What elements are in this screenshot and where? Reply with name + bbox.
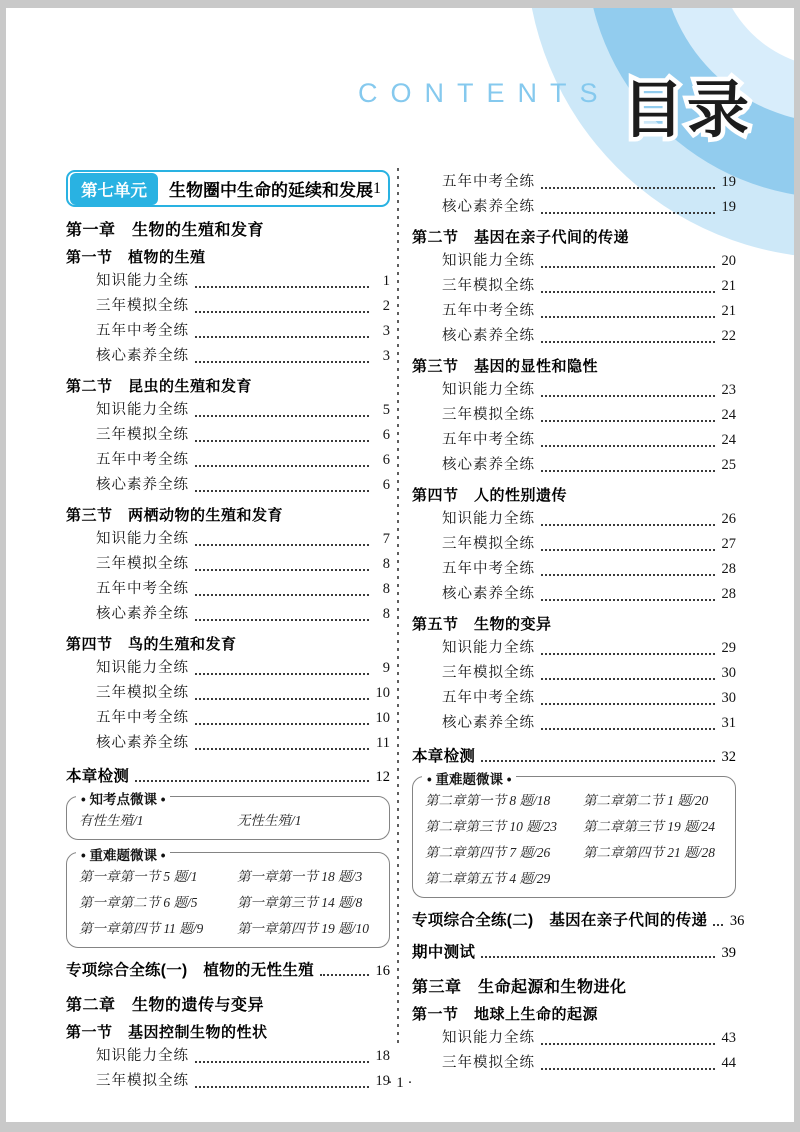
- toc-entry: [412, 324, 736, 349]
- dot-leader: [541, 574, 715, 576]
- toc-entry: [66, 681, 390, 706]
- entry-label: 三年模拟全练: [96, 298, 189, 314]
- toc-entry: [66, 1044, 390, 1069]
- box-item: 第一章第四节 11 题/9: [79, 921, 204, 936]
- toc-entry: [412, 378, 736, 403]
- entry-label: 知识能力全练: [96, 402, 189, 418]
- toc-line-label: 期中测试: [412, 944, 476, 961]
- section-heading: 第四节 人的性别遗传: [412, 487, 568, 504]
- dot-leader: [541, 470, 715, 472]
- box-item: 第一章第一节 18 题/3: [236, 869, 363, 884]
- box-content: [425, 788, 723, 892]
- dot-leader: [195, 619, 369, 621]
- entry-page-number: 16: [375, 963, 390, 979]
- entry-page-number: 26: [721, 511, 736, 527]
- entry-label: 三年模拟全练: [442, 1055, 535, 1071]
- entry-label: 核心素养全练: [442, 715, 535, 731]
- section-heading: 第二节 昆虫的生殖和发育: [66, 378, 253, 395]
- entry-label: 核心素养全练: [96, 606, 189, 622]
- dot-leader: [195, 748, 369, 750]
- section-heading: 第五节 生物的变异: [412, 616, 552, 633]
- entry-page-number: 21: [721, 303, 736, 319]
- dot-leader: [195, 594, 369, 596]
- box-item: 第二章第四节 21 题/28: [582, 845, 715, 860]
- dot-leader: [541, 266, 715, 268]
- entry-label: 三年模拟全练: [442, 665, 535, 681]
- dot-leader: [195, 415, 369, 417]
- toc-line-label: 专项综合全练(二) 基因在亲子代间的传递: [412, 912, 708, 929]
- toc-entry: [66, 552, 390, 577]
- entry-page-number: 6: [382, 427, 390, 443]
- dot-leader: [195, 569, 369, 571]
- entry-label: 三年模拟全练: [96, 556, 189, 572]
- toc-entry: [412, 1026, 736, 1051]
- entry-page-number: 2: [382, 298, 390, 314]
- entry-page-number: 7: [382, 531, 390, 547]
- entry-label: 三年模拟全练: [442, 278, 535, 294]
- section-heading: 第一节 植物的生殖: [66, 249, 206, 266]
- entry-page-number: 29: [721, 640, 736, 656]
- dot-leader: [481, 760, 715, 762]
- entry-page-number: 24: [721, 407, 736, 423]
- toc-entry: [66, 344, 390, 369]
- entry-label: 五年中考全练: [442, 174, 535, 190]
- toc-entry: [412, 249, 736, 274]
- toc-entry: [412, 507, 736, 532]
- entry-page-number: 31: [721, 715, 736, 731]
- entry-label: 核心素养全练: [442, 328, 535, 344]
- box-content: [79, 808, 377, 834]
- dot-leader: [541, 420, 715, 422]
- entry-label: 核心素养全练: [442, 457, 535, 473]
- entry-label: 三年模拟全练: [96, 1073, 189, 1089]
- box-item: 第二章第三节 19 题/24: [582, 819, 715, 834]
- toc-line: [412, 910, 745, 932]
- toc-entry: [66, 423, 390, 448]
- entry-label: 五年中考全练: [96, 710, 189, 726]
- dot-leader: [195, 440, 369, 442]
- entry-page-number: 3: [382, 348, 390, 364]
- toc-entry: [412, 453, 736, 478]
- box-item: 第二章第四节 7 题/26: [425, 845, 551, 860]
- dot-leader: [195, 465, 369, 467]
- dot-leader: [541, 524, 715, 526]
- dot-leader: [541, 316, 715, 318]
- dot-leader: [541, 599, 715, 601]
- box-item: 第二章第三节 10 题/23: [425, 819, 558, 834]
- toc-entry: [66, 269, 390, 294]
- toc-entry: [66, 448, 390, 473]
- entry-label: 核心素养全练: [442, 586, 535, 602]
- entry-label: 五年中考全练: [442, 561, 535, 577]
- entry-label: 知识能力全练: [96, 660, 189, 676]
- microlesson-box: [66, 792, 390, 840]
- entry-label: 五年中考全练: [442, 432, 535, 448]
- dot-leader: [195, 286, 369, 288]
- entry-page-number: 6: [382, 477, 390, 493]
- box-item: 第二章第五节 4 题/29: [425, 871, 551, 886]
- toc-entry: [412, 582, 736, 607]
- dot-leader: [541, 445, 715, 447]
- entry-page-number: 8: [382, 606, 390, 622]
- toc-entry: [66, 473, 390, 498]
- entry-label: 三年模拟全练: [96, 427, 189, 443]
- book-page: [6, 8, 794, 1122]
- entry-page-number: 27: [721, 536, 736, 552]
- toc-entry: [412, 299, 736, 324]
- toc-entry: [412, 661, 736, 686]
- dot-leader: [541, 212, 715, 214]
- dot-leader: [195, 336, 369, 338]
- section-heading: 第四节 鸟的生殖和发育: [66, 636, 237, 653]
- dot-leader: [541, 678, 715, 680]
- entry-page-number: 21: [721, 278, 736, 294]
- entry-label: 五年中考全练: [96, 323, 189, 339]
- entry-page-number: 19: [721, 174, 736, 190]
- unit-title: 生物圈中生命的延续和发展: [169, 181, 373, 200]
- dot-leader: [195, 723, 369, 725]
- dot-leader: [541, 1043, 715, 1045]
- section-heading: 第三节 两栖动物的生殖和发育: [66, 507, 284, 524]
- toc-line: [66, 766, 390, 788]
- unit-banner: [66, 170, 390, 207]
- dot-leader: [135, 780, 369, 782]
- toc-entry: [412, 711, 736, 736]
- toc-entry: [66, 294, 390, 319]
- entry-label: 五年中考全练: [442, 303, 535, 319]
- box-item: 有性生殖/1: [79, 813, 144, 828]
- entry-page-number: 5: [382, 402, 390, 418]
- section-heading: 第一节 基因控制生物的性状: [66, 1024, 268, 1041]
- toc-column-left: [66, 170, 390, 1094]
- toc-entry: [412, 428, 736, 453]
- dot-leader: [541, 187, 715, 189]
- entry-page-number: 3: [382, 323, 390, 339]
- entry-page-number: 32: [721, 749, 736, 765]
- entry-label: 知识能力全练: [442, 511, 535, 527]
- entry-page-number: 23: [721, 382, 736, 398]
- section-heading: 第一节 地球上生命的起源: [412, 1006, 599, 1023]
- entry-page-number: 36: [729, 913, 745, 929]
- box-item: 第二章第一节 8 题/18: [425, 793, 551, 808]
- entry-page-number: 9: [382, 660, 390, 676]
- toc-entry: [412, 170, 736, 195]
- entry-page-number: 10: [375, 685, 390, 701]
- dot-leader: [195, 361, 369, 363]
- entry-label: 知识能力全练: [442, 253, 535, 269]
- toc-entry: [66, 706, 390, 731]
- dot-leader: [195, 673, 369, 675]
- entry-page-number: 6: [382, 452, 390, 468]
- entry-page-number: 30: [721, 665, 736, 681]
- toc-entry: [66, 602, 390, 627]
- entry-page-number: 28: [721, 561, 736, 577]
- entry-label: 知识能力全练: [442, 640, 535, 656]
- entry-label: 三年模拟全练: [442, 407, 535, 423]
- box-label: • 知考点微课 •: [76, 788, 170, 808]
- box-content: [79, 864, 377, 942]
- entry-label: 知识能力全练: [442, 1030, 535, 1046]
- toc-entry: [66, 398, 390, 423]
- microlesson-box: [66, 848, 390, 948]
- entry-page-number: 18: [375, 1048, 390, 1064]
- box-item: 第一章第三节 14 题/8: [236, 895, 363, 910]
- chapter-heading: 第一章 生物的生殖和发育: [66, 222, 265, 239]
- box-item: [583, 866, 723, 892]
- entry-page-number: 10: [375, 710, 390, 726]
- entry-label: 核心素养全练: [96, 477, 189, 493]
- dot-leader: [195, 698, 369, 700]
- entry-label: 核心素养全练: [96, 735, 189, 751]
- dot-leader: [541, 703, 715, 705]
- entry-label: 三年模拟全练: [442, 536, 535, 552]
- entry-page-number: 44: [721, 1055, 736, 1071]
- entry-page-number: 19: [375, 1073, 390, 1089]
- toc-line: [412, 942, 736, 964]
- unit-page-number: 1: [373, 179, 381, 197]
- box-label: • 重难题微课 •: [422, 768, 516, 788]
- entry-page-number: 8: [382, 581, 390, 597]
- dot-leader: [541, 291, 715, 293]
- toc-entry: [66, 527, 390, 552]
- toc-entry: [412, 532, 736, 557]
- toc-entry: [412, 557, 736, 582]
- toc-entry: [412, 195, 736, 220]
- entry-label: 核心素养全练: [442, 199, 535, 215]
- toc-line-label: 本章检测: [412, 748, 476, 765]
- toc-entry: [412, 636, 736, 661]
- contents-heading: CONTENTS: [358, 78, 611, 108]
- entry-page-number: 39: [721, 945, 736, 961]
- toc-entry: [66, 656, 390, 681]
- entry-page-number: 20: [721, 253, 736, 269]
- entry-page-number: 11: [376, 735, 390, 751]
- box-item: 无性生殖/1: [236, 813, 302, 828]
- entry-page-number: 25: [721, 457, 736, 473]
- entry-label: 知识能力全练: [96, 531, 189, 547]
- dot-leader: [541, 549, 715, 551]
- box-item: 第一章第四节 19 题/10: [236, 921, 369, 936]
- dot-leader: [195, 311, 369, 313]
- chapter-heading: 第二章 生物的遗传与变异: [66, 997, 265, 1014]
- entry-label: 五年中考全练: [442, 690, 535, 706]
- dot-leader: [481, 956, 715, 958]
- entry-label: 知识能力全练: [96, 273, 189, 289]
- toc-entry: [66, 577, 390, 602]
- box-item: 第一章第二节 6 题/5: [79, 895, 198, 910]
- dot-leader: [195, 490, 369, 492]
- toc-entry: [66, 731, 390, 756]
- entry-page-number: 24: [721, 432, 736, 448]
- toc-entry: [412, 1051, 736, 1076]
- entry-page-number: 8: [382, 556, 390, 572]
- entry-page-number: 30: [721, 690, 736, 706]
- entry-page-number: 22: [721, 328, 736, 344]
- dot-leader: [320, 974, 369, 976]
- toc-entry: [412, 274, 736, 299]
- toc-entry: [412, 403, 736, 428]
- dot-leader: [195, 544, 369, 546]
- toc-entry: [66, 319, 390, 344]
- entry-label: 五年中考全练: [96, 581, 189, 597]
- box-item: 第一章第一节 5 题/1: [79, 869, 198, 884]
- microlesson-box: [412, 772, 736, 898]
- box-item: 第二章第二节 1 题/20: [582, 793, 709, 808]
- entry-page-number: 1: [382, 273, 390, 289]
- chapter-heading: 第三章 生命起源和生物进化: [412, 979, 627, 996]
- entry-label: 三年模拟全练: [96, 685, 189, 701]
- entry-label: 知识能力全练: [96, 1048, 189, 1064]
- dot-leader: [541, 728, 715, 730]
- section-heading: 第二节 基因在亲子代间的传递: [412, 229, 630, 246]
- dot-leader: [541, 395, 715, 397]
- entry-page-number: 28: [721, 586, 736, 602]
- dot-leader: [195, 1061, 369, 1063]
- dot-leader: [541, 1068, 715, 1070]
- entry-label: 核心素养全练: [96, 348, 189, 364]
- dot-leader: [713, 924, 723, 926]
- toc-line-label: 本章检测: [66, 768, 130, 785]
- toc-column-right: [412, 170, 745, 1076]
- column-divider: [397, 168, 399, 1046]
- entry-page-number: 43: [721, 1030, 736, 1046]
- toc-line: [412, 746, 736, 768]
- box-label: • 重难题微课 •: [76, 844, 170, 864]
- unit-tag: 第七单元: [70, 173, 158, 205]
- dot-leader: [541, 653, 715, 655]
- toc-entry: [412, 686, 736, 711]
- entry-label: 五年中考全练: [96, 452, 189, 468]
- toc-line-label: 专项综合全练(一) 植物的无性生殖: [66, 962, 314, 979]
- entry-page-number: 19: [721, 199, 736, 215]
- folio-page-number: · 1 ·: [387, 1075, 413, 1091]
- page-title-badge: 目录: [621, 76, 752, 145]
- entry-label: 知识能力全练: [442, 382, 535, 398]
- toc-line: [66, 960, 390, 982]
- dot-leader: [541, 341, 715, 343]
- entry-page-number: 12: [375, 769, 390, 785]
- section-heading: 第三节 基因的显性和隐性: [412, 358, 599, 375]
